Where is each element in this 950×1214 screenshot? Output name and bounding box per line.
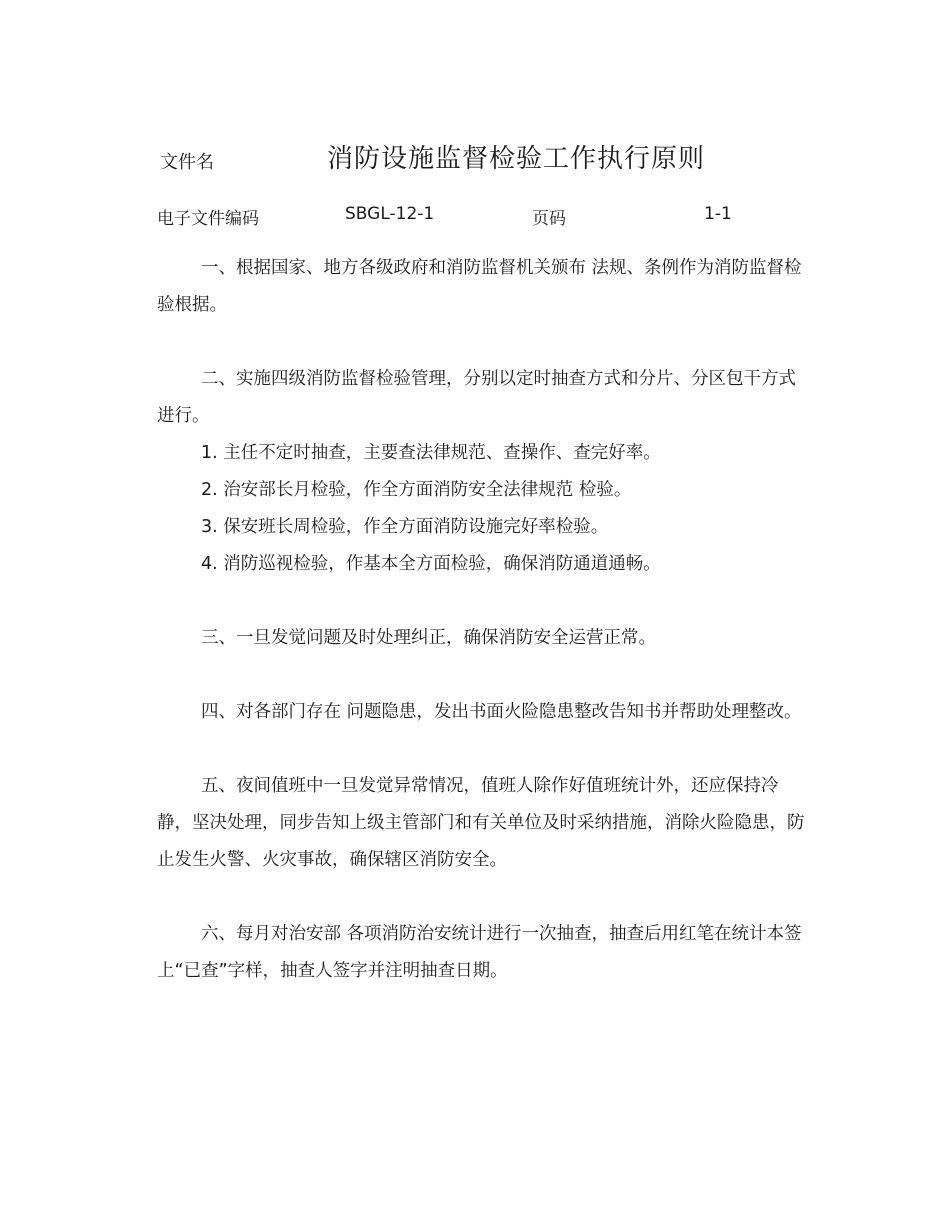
section-3: 三、一旦发觉问题及时处理纠正，确保消防安全运营正常。 — [201, 628, 656, 648]
file-code-value: SBGL-12-1 — [345, 204, 435, 224]
file-code-label: 电子文件编码 — [157, 209, 259, 229]
document-title: 消防设施监督检验工作执行原则 — [327, 144, 706, 174]
section-5: 五、夜间值班中一旦发觉异常情况，值班人除作好值班统计外，还应保持冷静，坚决处理，同步告知上级主管部门和有关单位及时采纳措施，消除火险隐患，防止发生火警、火灾事故，确保辖区消防安全。 — [157, 776, 805, 870]
list-item: 2. 治安部长月检验，作全方面消防安全法律规范 检验。 — [201, 480, 632, 500]
page-number-label: 页码 — [532, 209, 566, 229]
section-2: 二、实施四级消防监督检验管理，分别以定时抽查方式和分片、分区包干方式进行。 — [157, 369, 796, 426]
section-1: 一、根据国家、地方各级政府和消防监督机关颁布 法规、条例作为消防监督检验根据。 — [157, 258, 802, 315]
document-body — [157, 250, 807, 990]
file-name-label: 文件名 — [160, 152, 214, 173]
section-4: 四、对各部门存在 问题隐患，发出书面火险隐患整改告知书并帮助处理整改。 — [201, 702, 802, 722]
list-item: 4. 消防巡视检验，作基本全方面检验，确保消防通道通畅。 — [201, 554, 661, 574]
section-6: 六、每月对治安部 各项消防治安统计进行一次抽查，抽查后用红笔在统计本签上“已查”字样，抽查人签字并注明抽查日期。 — [157, 924, 802, 981]
list-item: 1. 主任不定时抽查，主要查法律规范、查操作、查完好率。 — [201, 443, 661, 463]
list-item: 3. 保安班长周检验，作全方面消防设施完好率检验。 — [201, 517, 609, 537]
page-number-value: 1-1 — [704, 204, 732, 224]
